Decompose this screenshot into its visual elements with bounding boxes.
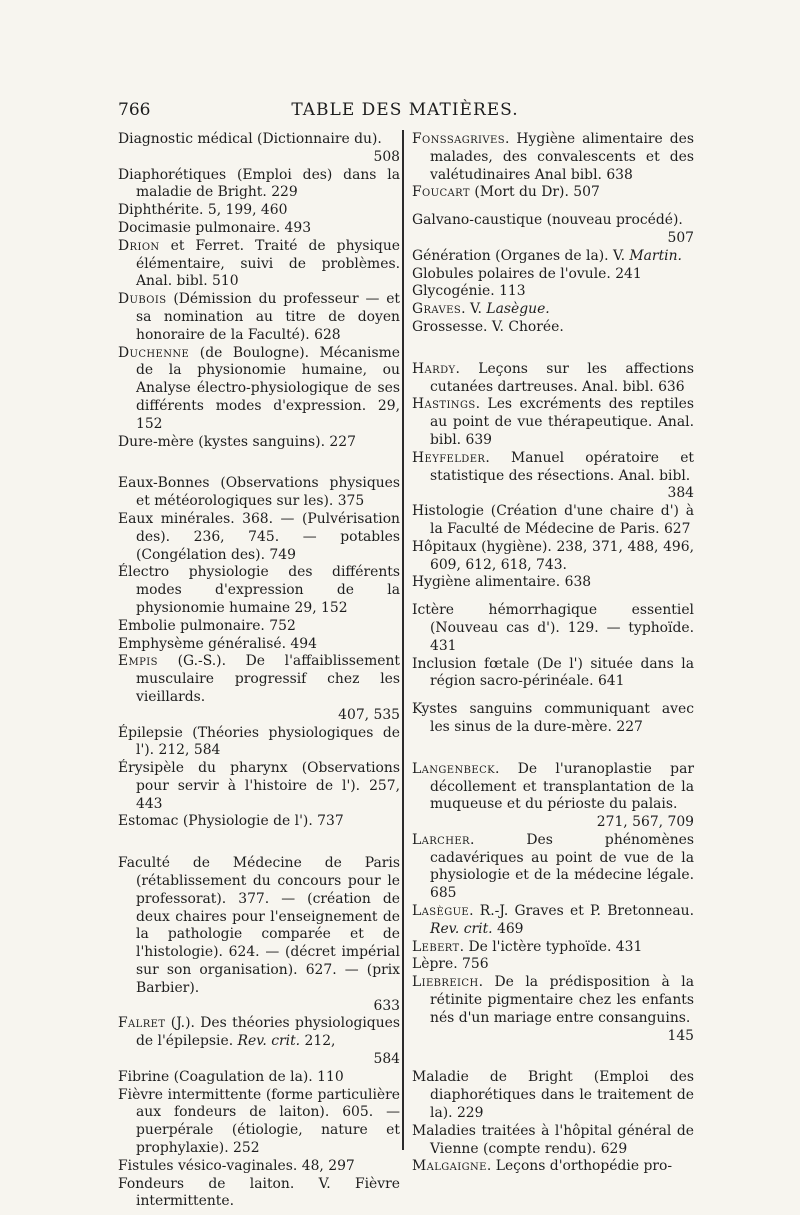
entry-author: Lebert	[412, 938, 460, 955]
entry-text: Fistules vésico-vaginales. 48, 297	[118, 1157, 355, 1174]
column-divider	[402, 130, 404, 1150]
index-entry	[412, 503, 694, 539]
entry-author: Heyfelder	[412, 449, 486, 466]
entry-text: Électro physiologie des différents modes d'expression de la physionomie humaine 29, 152	[118, 564, 400, 616]
index-entry	[412, 184, 694, 202]
entry-text: . De l'ictère typhoïde. 431	[459, 938, 643, 955]
entry-pages: 633	[373, 997, 400, 1014]
index-entry	[118, 618, 400, 636]
entry-text: . Leçons d'orthopédie pro-	[486, 1158, 673, 1175]
entry-text: Hôpitaux (hygiène). 238, 371, 488, 496, 609, 612, 618, 743.	[412, 538, 694, 573]
index-entry	[412, 1158, 694, 1176]
index-entry	[412, 248, 694, 266]
index-entry	[412, 539, 694, 575]
index-entry	[118, 760, 400, 813]
index-entry	[118, 725, 400, 761]
entry-author: Foucart	[412, 184, 470, 201]
index-entry	[412, 974, 694, 1045]
index-entry	[118, 855, 400, 1015]
entry-author: Hardy	[412, 360, 456, 377]
index-entry	[412, 301, 694, 319]
entry-text: Globules polaires de l'ovule. 241	[412, 265, 642, 282]
index-entry	[412, 1123, 694, 1159]
entry-text: . V.	[461, 301, 487, 318]
entry-pages: 507	[667, 229, 694, 246]
entry-text: Glycogénie. 113	[412, 283, 526, 300]
index-entry	[412, 602, 694, 655]
entry-text: Grossesse. V. Chorée.	[412, 318, 564, 335]
index-entry	[412, 761, 694, 832]
entry-text: Maladie de Bright (Emploi des diaphorétiques dans le traitement de la). 229	[412, 1069, 694, 1122]
page-header	[118, 100, 692, 124]
index-entry	[118, 636, 400, 654]
entry-author: Graves	[412, 301, 462, 318]
index-entry	[118, 1087, 400, 1158]
index-entry	[412, 574, 694, 592]
entry-text: (Démission du professeur — et sa nomination au titre de doyen honoraire de la Faculté). 628	[136, 291, 400, 343]
index-entry	[118, 345, 400, 434]
index-entry	[118, 1069, 400, 1087]
running-title: TABLE DES MATIÈRES.	[291, 100, 519, 120]
index-entry	[118, 653, 400, 724]
index-entry	[118, 131, 400, 167]
entry-author: Langenbeck	[412, 760, 496, 777]
entry-text: (J.). Des théories physiologiques de l'épilepsie.	[136, 1015, 400, 1050]
index-entry	[412, 656, 694, 692]
entry-text: Histologie (Création d'une chaire d') à la Faculté de Médecine de Paris. 627	[412, 503, 694, 537]
entry-author: Lasègue	[412, 903, 470, 920]
page-number: 766	[118, 100, 151, 120]
entry-author: Dubois	[118, 291, 167, 308]
entry-text: Eaux-Bonnes (Observations physiques et météorologiques sur les). 375	[118, 475, 400, 510]
entry-text: Eaux minérales. 368. — (Pulvérisation des). 236, 745. — potables (Congélation des). 749	[118, 510, 400, 563]
index-entry	[412, 212, 694, 248]
entry-text: Inclusion fœtale (De l') située dans la région sacro-périnéale. 641	[412, 655, 694, 690]
entry-text: Emphysème généralisé. 494	[118, 635, 317, 652]
index-column-right	[412, 131, 694, 1176]
index-entry	[412, 903, 694, 939]
index-entry	[412, 396, 694, 449]
entry-pages: 384	[667, 485, 694, 502]
entry-tail: 469	[492, 920, 524, 937]
index-entry	[118, 220, 400, 238]
entry-text: . Les excréments des reptiles au point de vue thérapeutique. Anal. bibl. 639	[430, 396, 694, 448]
entry-text: . R.-J. Graves et P. Bretonneau.	[469, 903, 694, 920]
index-entry	[118, 475, 400, 511]
entry-text: Dure-mère (kystes sanguins). 227	[118, 433, 356, 450]
index-entry	[118, 1176, 400, 1212]
entry-text: Hygiène alimentaire. 638	[412, 574, 592, 591]
entry-author: Malgaigne	[412, 1158, 487, 1175]
entry-text: Érysipèle du pharynx (Observations pour servir à l'histoire de l'). 257, 443	[118, 760, 400, 812]
index-entry	[118, 167, 400, 203]
index-entry	[118, 238, 400, 291]
entry-pages: 584	[373, 1051, 400, 1068]
index-entry	[412, 450, 694, 503]
index-entry	[412, 701, 694, 737]
entry-text: Diphthérite. 5, 199, 460	[118, 202, 288, 219]
entry-text: Ictère hémorrhagique essentiel (Nouveau cas d'). 129. — typhoïde. 431	[412, 602, 694, 654]
entry-text: . Manuel opératoire et statistique des résections. Anal. bibl.	[430, 449, 694, 484]
entry-text: . Des phénomènes cadavériques au point de vue de la physiologie et de la médecine légale. 685	[430, 831, 694, 902]
entry-pages: 271, 567, 709	[596, 814, 694, 831]
index-entry	[412, 131, 694, 184]
index-entry	[412, 361, 694, 397]
entry-text: . De la prédisposition à la rétinite pigmentaire chez les enfants nés d'un mariage entre consanguins.	[430, 974, 694, 1026]
entry-text: Estomac (Physiologie de l'). 737	[118, 813, 344, 830]
entry-italic: Martin.	[629, 247, 682, 264]
entry-text: (G.-S.). De l'affaiblissement musculaire progressif chez les vieillards.	[136, 653, 400, 705]
index-entry	[118, 291, 400, 344]
index-entry	[412, 956, 694, 974]
index-column-left	[118, 131, 400, 1211]
entry-text: Fièvre intermittente (forme particulière aux fondeurs de laiton). 605. — puerpérale (étiologie, nature et prophylaxie). 252	[118, 1086, 400, 1157]
index-entry	[412, 832, 694, 903]
entry-italic: Lasègue.	[486, 301, 550, 318]
entry-text: Docimasie pulmonaire. 493	[118, 219, 312, 236]
index-entry	[412, 283, 694, 301]
entry-text: Diaphorétiques (Emploi des) dans la maladie de Bright. 229	[118, 166, 400, 201]
entry-text: (Mort du Dr). 507	[469, 184, 600, 201]
index-entry	[412, 1069, 694, 1122]
entry-text: Maladies traitées à l'hôpital général de Vienne (compte rendu). 629	[412, 1122, 694, 1157]
entry-italic: Rev. crit.	[237, 1033, 301, 1050]
index-entry	[412, 939, 694, 957]
entry-author: Falret	[118, 1015, 166, 1032]
entry-text: Fibrine (Coagulation de la). 110	[118, 1068, 344, 1085]
index-entry	[412, 319, 694, 337]
entry-author: Fonssagrives	[412, 131, 505, 147]
entry-text: Galvano-caustique (nouveau procédé).	[412, 212, 683, 229]
entry-author: Larcher	[412, 831, 470, 848]
entry-author: Drion	[118, 237, 160, 254]
entry-text: . Leçons sur les affections cutanées dartreuses. Anal. bibl. 636	[430, 360, 694, 395]
entry-text: . Hygiène alimentaire des malades, des convalescents et des valétudinaires Anal bibl. 638	[430, 131, 694, 183]
entry-author: Liebreich	[412, 974, 479, 991]
entry-text: Faculté de Médecine de Paris (rétablissement du concours pour le professorat). 377. — (création de deux chaires pour l'enseignement de la pathologie comparée et de l'histologie). 624. — (décret impérial sur son organisation). 627. — (prix Barbier).	[118, 855, 400, 996]
index-entry	[118, 1015, 400, 1068]
entry-text: Diagnostic médical (Dictionnaire du).	[118, 131, 382, 147]
entry-text: Fondeurs de laiton. V. Fièvre intermittente.	[118, 1175, 400, 1210]
index-entry	[118, 202, 400, 220]
entry-pages: 407, 535	[338, 706, 400, 723]
entry-author: Duchenne	[118, 344, 190, 361]
entry-text: (de Boulogne). Mécanisme de la physionomie humaine, ou Analyse électro-physiologique de ses différents modes d'expression. 29, 152	[136, 344, 400, 432]
index-entry	[412, 266, 694, 284]
entry-text: Lèpre. 756	[412, 956, 489, 973]
entry-text: Épilepsie (Théories physiologiques de l'). 212, 584	[118, 724, 400, 759]
entry-text: Génération (Organes de la). V.	[412, 247, 630, 264]
entry-tail: 212,	[300, 1033, 336, 1050]
entry-text: Kystes sanguins communiquant avec les sinus de la dure-mère. 227	[412, 701, 694, 735]
entry-pages: 508	[373, 148, 400, 165]
entry-author: Empis	[118, 653, 158, 670]
entry-pages: 145	[667, 1027, 694, 1044]
index-entry	[118, 434, 400, 452]
index-entry	[118, 564, 400, 617]
entry-italic: Rev. crit.	[430, 920, 493, 937]
entry-text: Embolie pulmonaire. 752	[118, 617, 296, 634]
index-entry	[118, 813, 400, 831]
index-entry	[118, 1158, 400, 1176]
entry-text: et Ferret. Traité de physique élémentaire, suivi de problèmes. Anal. bibl. 510	[136, 237, 400, 290]
index-entry	[118, 511, 400, 564]
entry-author: Hastings	[412, 396, 476, 413]
entry-text: . De l'uranoplastie par décollement et transplantation de la muqueuse et du périoste du palais.	[430, 760, 694, 813]
